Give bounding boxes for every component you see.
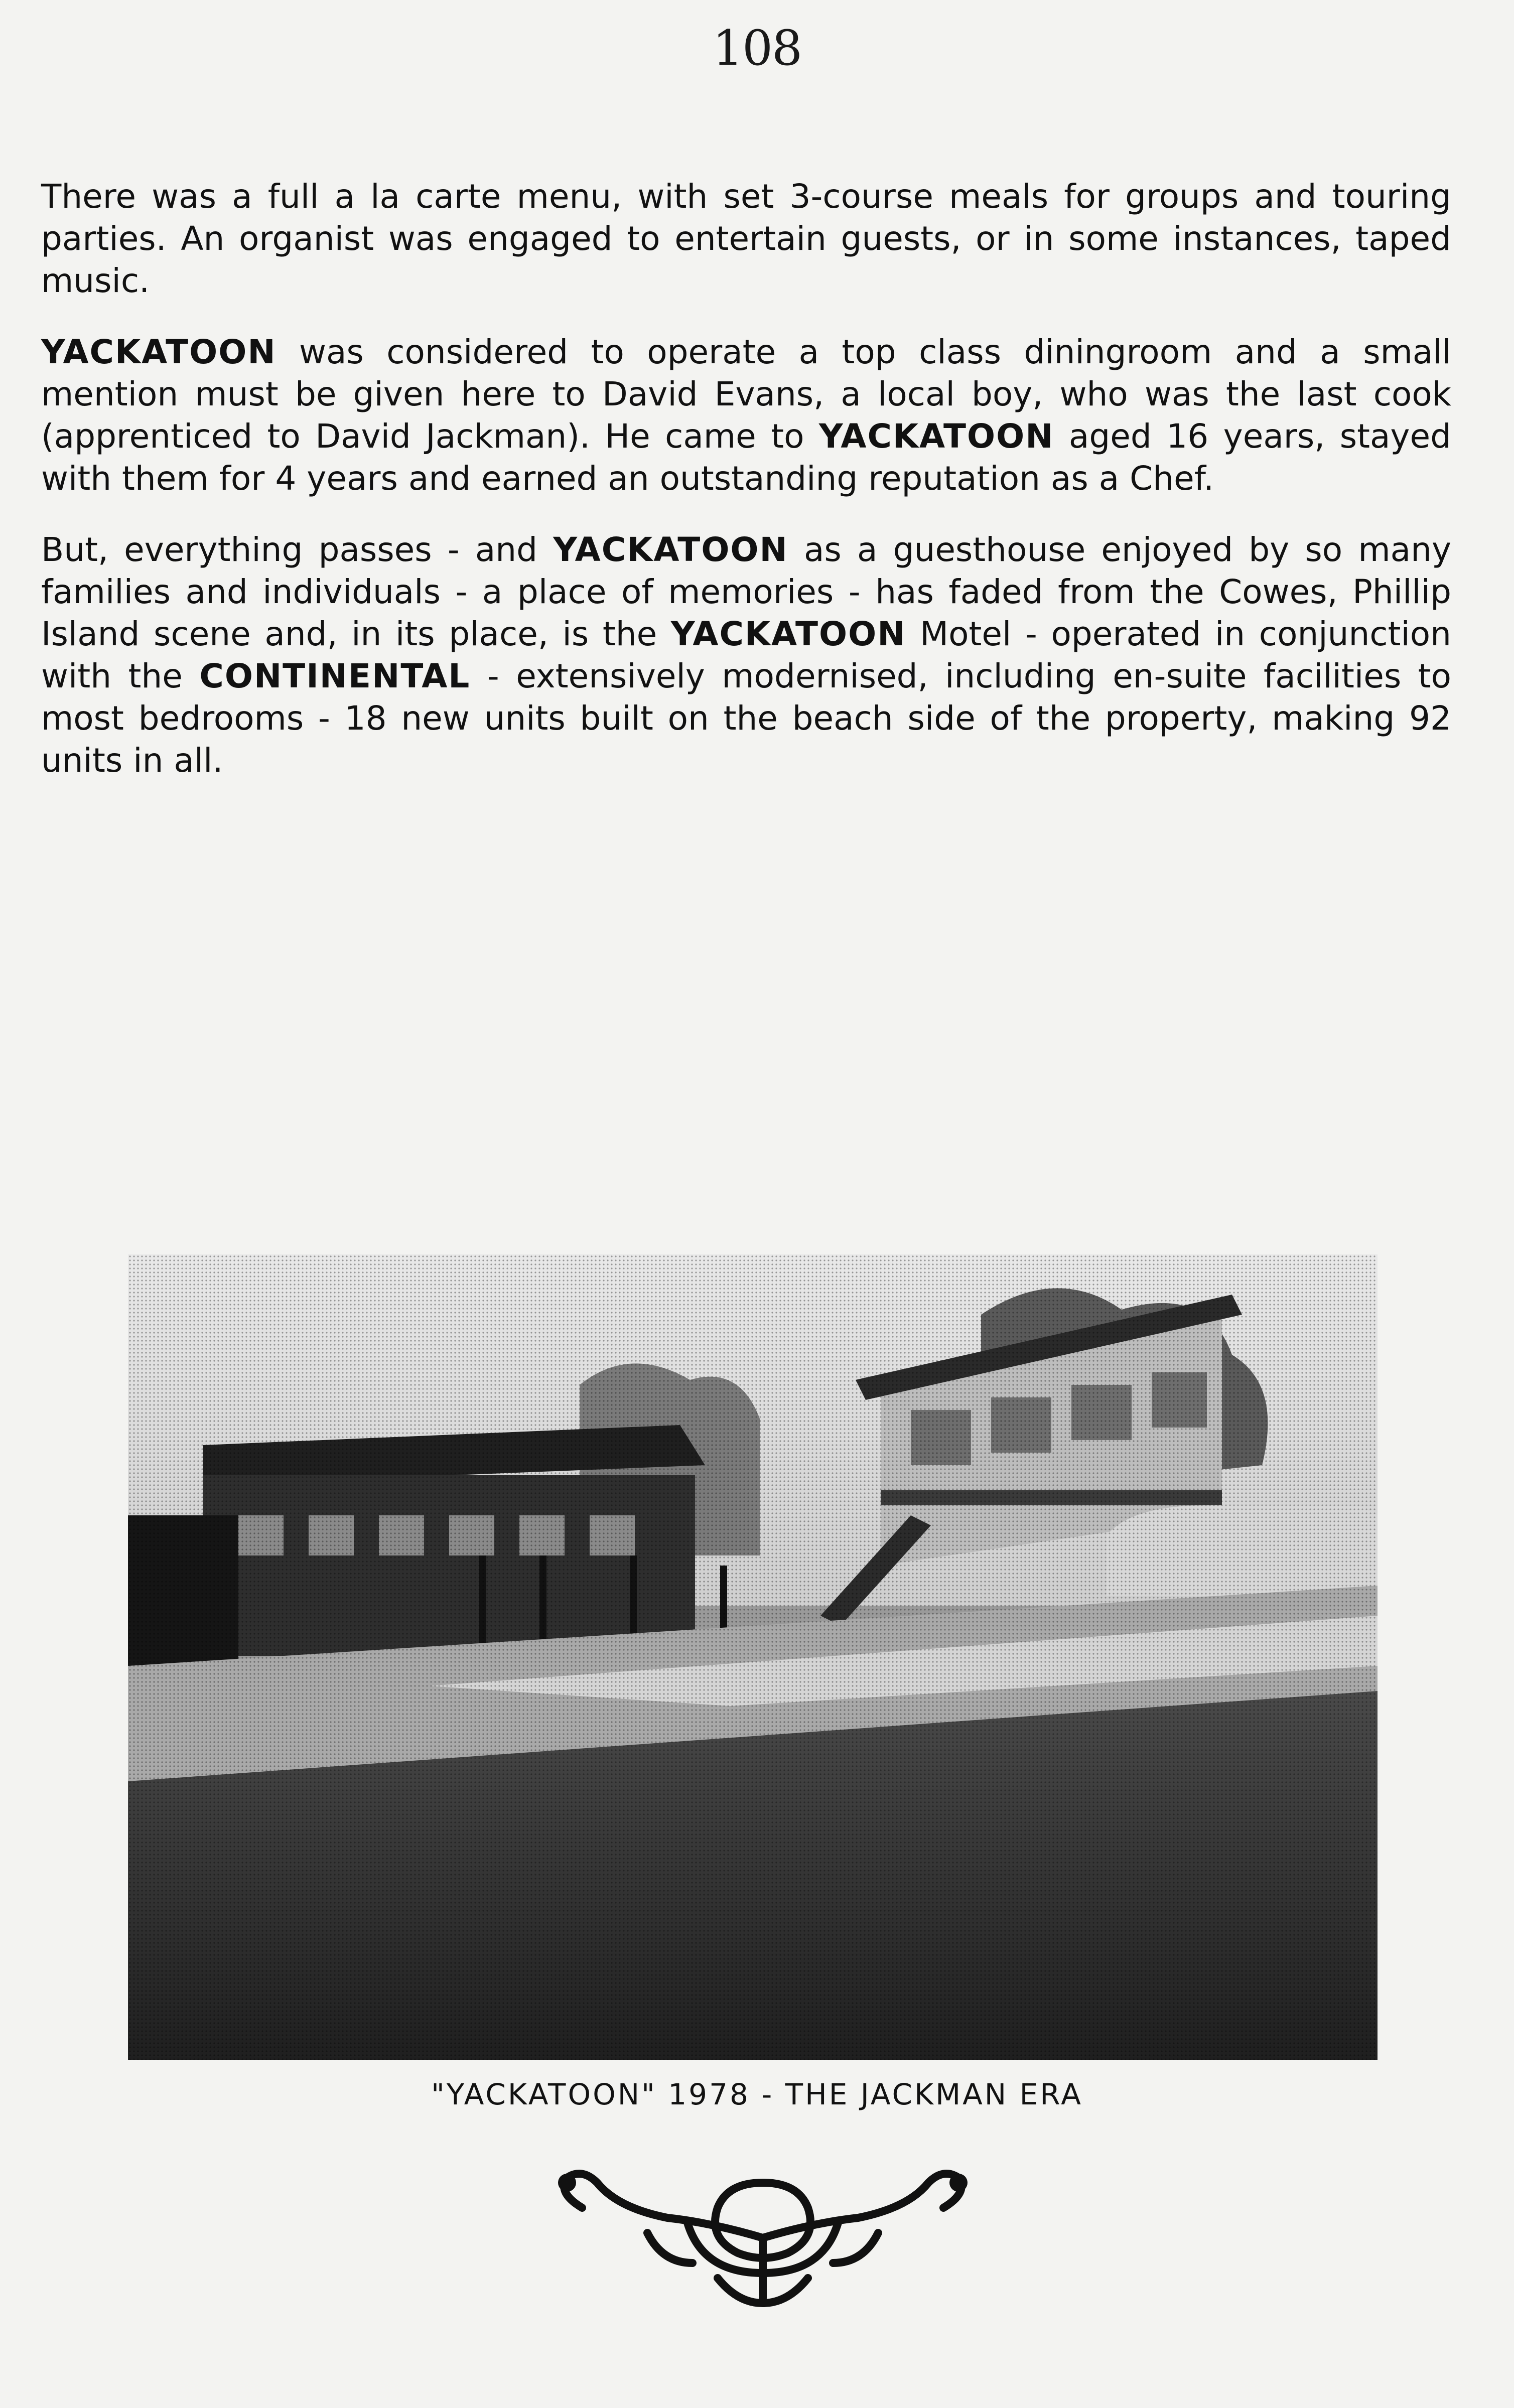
text-run: was considered to operate a top class diningroom and a small mention must be given here to David Evans, a local boy, who was the last cook (apprenticed to David Jackman). He came to: [41, 333, 1451, 456]
paragraph-1: [41, 176, 1451, 302]
text-run: There was a full a la carte menu, with set 3-course meals for groups and touring parties. An organist was engaged to entertain guests, or in some instances, taped music.: [41, 177, 1451, 300]
photo-halftone: [128, 1254, 1378, 2060]
page-number: 108: [712, 20, 802, 76]
text-run: as a guesthouse enjoyed by so many families and individuals - a place of memories - has faded from the Cowes, Phillip Island scene and, in its place, is the: [41, 530, 1451, 653]
bold-text-run: YACKATOON: [41, 333, 277, 371]
photo-illustration: [128, 1254, 1378, 2060]
text-run: Motel - operated in conjunction with the: [41, 615, 1451, 695]
text-run: aged 16 years, stayed with them for 4 years and earned an outstanding reputation as a Chef.: [41, 417, 1451, 498]
text-run: But, everything passes - and: [41, 530, 554, 569]
bold-text-run: YACKATOON: [670, 615, 906, 653]
photo-caption: "YACKATOON" 1978 - THE JACKMAN ERA: [431, 2077, 1083, 2111]
bold-text-run: CONTINENTAL: [199, 657, 471, 695]
body-text: [41, 176, 1451, 811]
paragraph-2: [41, 331, 1451, 500]
decorative-scroll-ornament: [537, 2163, 989, 2313]
paragraph-3: [41, 529, 1451, 782]
bold-text-run: YACKATOON: [818, 417, 1054, 456]
text-run: - extensively modernised, including en-suite facilities to most bedrooms - 18 new units built on the beach side of the property, making 92 units in all.: [41, 657, 1451, 780]
yackatoon-photo: [128, 1254, 1378, 2060]
bold-text-run: YACKATOON: [553, 530, 788, 569]
